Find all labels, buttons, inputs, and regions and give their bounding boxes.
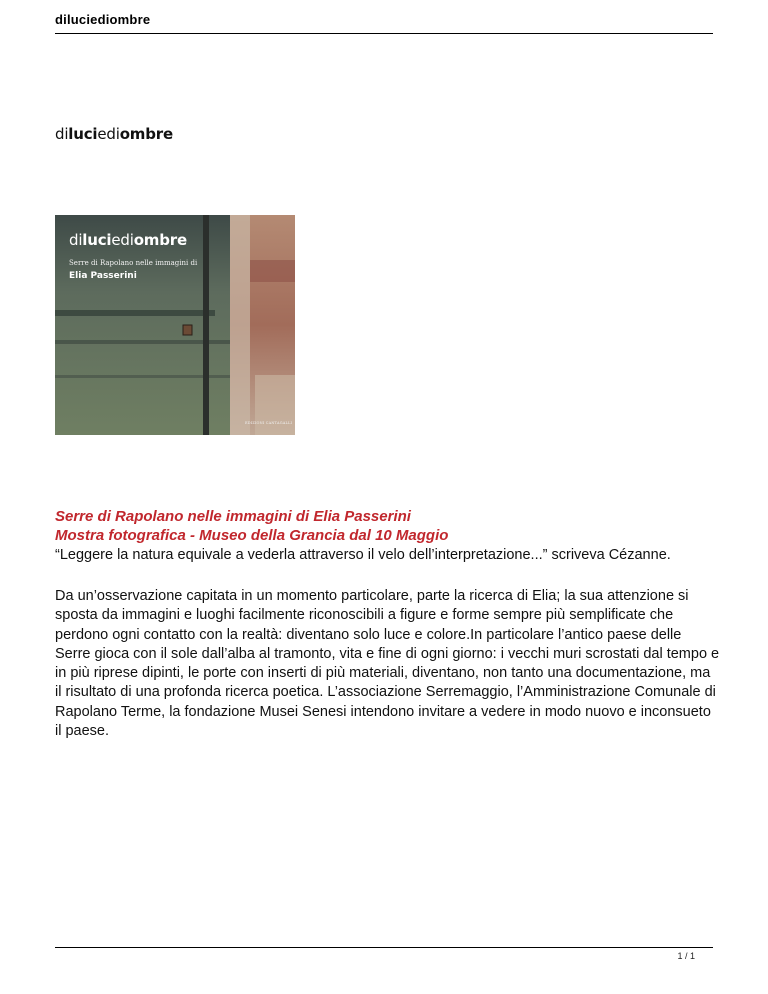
cover-plaster-edge xyxy=(230,215,250,435)
cover-logo-ombre: ombre xyxy=(133,231,187,249)
logo-part-edi: edi xyxy=(97,125,120,143)
site-logo[interactable] xyxy=(55,125,173,143)
logo-part-luci: luci xyxy=(68,125,98,143)
cover-lock-plate xyxy=(183,325,192,335)
site-header-title: diluciediombre xyxy=(55,12,151,27)
header-divider xyxy=(55,33,713,34)
cover-logo-di: di xyxy=(69,231,83,249)
article-subheadline: Mostra fotografica - Museo della Grancia dal 10 Maggio xyxy=(55,527,449,544)
article-quote: “Leggere la natura equivale a vederla attraverso il velo dell’interpretazione...” scriveva Cézanne. xyxy=(55,547,671,563)
cover-logo xyxy=(69,231,187,249)
book-cover-image[interactable] xyxy=(55,215,295,435)
logo-part-di: di xyxy=(55,125,69,143)
article-paragraph: Da un’osservazione capitata in un momento particolare, parte la ricerca di Elia; la sua attenzione si sposta da immagini e luoghi facilmente riconoscibili a figure e forme sempre più semplificate che perdono ogni contatto con la realtà: diventano solo luce e colore.In particolare l’antico paese delle Serre gioca con il sole dall’alba al tramonto, vita e fine di ogni giorno: i vecchi muri scrostati dal tempo e in più riprese dipinti, le porte con inserti di più materiali, diventano, non tanto una documentazione, ma il risultato di una profonda ricerca poetica. L’associazione Serremaggio, l’Amministrazione Comunale di Rapolano Terme, la fondazione Musei Senesi intendono invitare a vedere in modo nuovo e inconsueto il paese. xyxy=(55,588,720,740)
cover-plank-shadow xyxy=(55,310,215,316)
article-headline: Serre di Rapolano nelle immagini di Elia Passerini xyxy=(55,508,411,525)
cover-logo-edi: edi xyxy=(111,231,134,249)
cover-author: Elia Passerini xyxy=(69,271,137,281)
cover-logo-luci: luci xyxy=(82,231,112,249)
cover-plaster-patch xyxy=(255,375,295,435)
cover-door-gap xyxy=(203,215,209,435)
footer-divider xyxy=(55,947,713,948)
logo-part-ombre: ombre xyxy=(119,125,173,143)
cover-brick-patch xyxy=(250,260,295,282)
page-number: 1 / 1 xyxy=(677,951,695,961)
cover-subtitle: Serre di Rapolano nelle immagini di xyxy=(69,259,198,267)
cover-publisher: EDIZIONI CANTAGALLI xyxy=(245,421,293,425)
